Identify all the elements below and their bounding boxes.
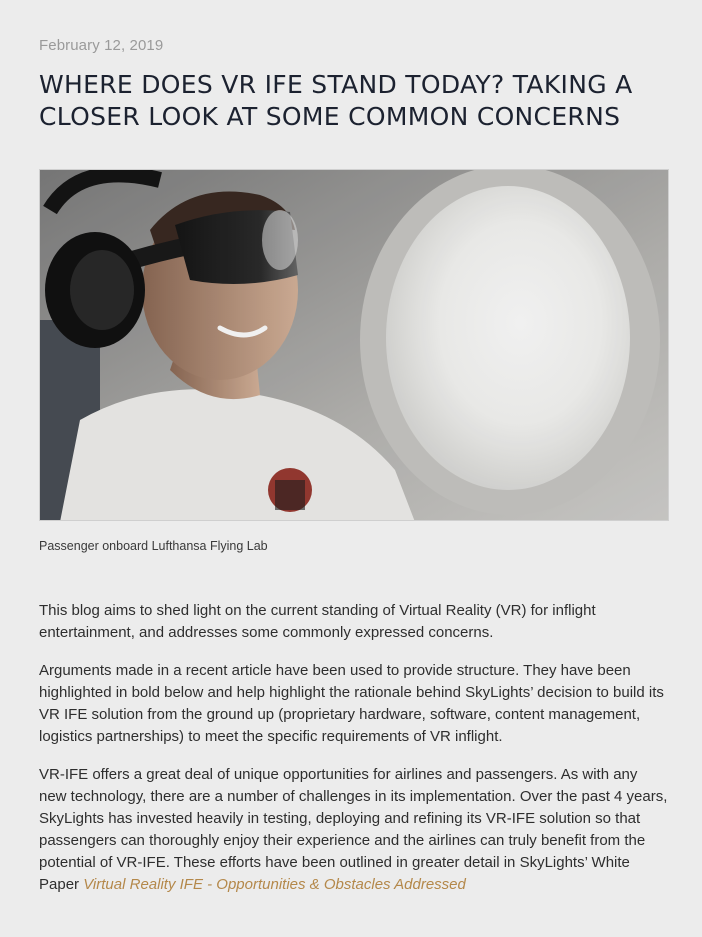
post-body	[39, 600, 669, 912]
post-date: February 12, 2019	[39, 37, 164, 54]
hero-image	[39, 169, 669, 521]
paragraph-arguments: Arguments made in a recent article have been used to provide structure. They have been highlighted in bold below and help highlight the rationale behind SkyLights’ decision to build its VR IFE solution from the ground up (proprietary hardware, software, content management, logistics partnerships) to meet the specific requirements of VR inflight.	[39, 662, 664, 745]
image-caption: Passenger onboard Lufthansa Flying Lab	[39, 539, 268, 553]
paragraph-vr-ife-text: VR-IFE offers a great deal of unique opportunities for airlines and passengers. As with any new technology, there are a number of challenges in its implementation. Over the past 4 years, SkyLights has invested heavily in testing, deploying and refining its VR-IFE solution so that passengers can thoroughly enjoy their experience and the airlines can truly benefit from the potential of VR-IFE. These efforts have been outlined in greater detail in SkyLights’ White Paper	[39, 766, 668, 893]
white-paper-link[interactable]: Virtual Reality IFE - Opportunities & Obstacles Addressed	[83, 876, 466, 893]
paragraph-vr-ife	[39, 764, 669, 896]
paragraph-intro: This blog aims to shed light on the current standing of Virtual Reality (VR) for inflight entertainment, and addresses some commonly expressed concerns.	[39, 602, 596, 641]
post-title: WHERE DOES VR IFE STAND TODAY? TAKING A CLOSER LOOK AT SOME COMMON CONCERNS	[39, 70, 633, 131]
